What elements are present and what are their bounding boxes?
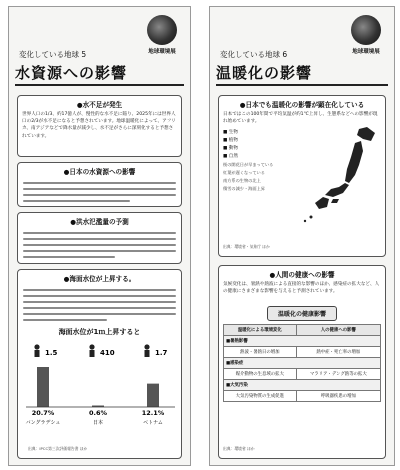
box-title: ●日本の水資源への影響 xyxy=(63,168,136,176)
box-sea-level xyxy=(17,269,182,459)
box-japan-warming xyxy=(218,95,386,257)
box-title: ●水不足が発生 xyxy=(76,101,123,109)
category-label: バングラデシュ xyxy=(25,420,61,426)
table-title-wrap xyxy=(219,301,385,321)
box-title: ●日本でも温暖化の影響が顕在化している xyxy=(239,101,365,109)
percent-label: 12.1% xyxy=(141,409,165,417)
panel-water-resources xyxy=(8,6,191,466)
legend-value: 桜の開花日が早まっている xyxy=(223,162,274,168)
logo-text: 地球環境展 xyxy=(352,49,380,55)
table-title: 温暖化の健康影響 xyxy=(267,306,337,321)
person-icon xyxy=(89,344,94,349)
globe-icon xyxy=(351,15,381,45)
bar xyxy=(37,367,49,407)
table-cell: 熱波・暑熱日の増加 xyxy=(224,347,297,358)
chart-title: 海面水位が1ｍ上昇すると xyxy=(58,328,141,336)
person-icon xyxy=(34,344,39,349)
table-row xyxy=(224,347,381,358)
table-section-row xyxy=(224,358,381,369)
person-icon xyxy=(144,344,149,349)
table-cell: マラリア・デング熱等の拡大 xyxy=(296,369,380,380)
japan-map xyxy=(297,125,385,225)
percent-label: 20.7% xyxy=(31,409,55,417)
table-section: ■大気汚染 xyxy=(224,380,381,391)
person-icon xyxy=(145,350,150,357)
page-title: 温暖化の影響 xyxy=(216,62,388,86)
person-icon xyxy=(90,350,95,357)
table-cell: 媒介動物の生息域の拡大 xyxy=(224,369,297,380)
legend-value: 積雪の減少・海面上昇 xyxy=(223,186,265,192)
body-text xyxy=(18,232,181,258)
box-flood-prediction xyxy=(17,212,182,264)
box-water-shortage xyxy=(17,95,182,157)
legend-item: ■ 動物 xyxy=(223,146,238,152)
box-body: 世界人口の1/3、約17億人が、慢性的な水不足に陥り、2025年には世界人口の2/3が水不足になると予想されています。地球温暖化によって、アフリカ、南アジアなどで降水量が減少し、水不足がさらに深刻化すると予想されています。 xyxy=(22,112,176,139)
series-label: 変化している地球 6 xyxy=(220,50,288,59)
box-title: ●人間の健康への影響 xyxy=(269,271,335,279)
category-label: ベトナム xyxy=(143,420,163,426)
table-row xyxy=(224,369,381,380)
table-section-row xyxy=(224,336,381,347)
category-label: 日本 xyxy=(92,420,104,426)
person-icon xyxy=(35,350,40,357)
series-label: 変化している地球 5 xyxy=(19,50,87,59)
table-cell: 熱中症・死亡率の増加 xyxy=(296,347,380,358)
exhibition-logo xyxy=(138,15,186,61)
box-title: ●洪水氾濫量の予測 xyxy=(70,218,129,226)
box-body: 日本ではこの100年間で平均気温が約1℃上昇し、生態系などへの影響が現れ始めています。 xyxy=(223,112,378,125)
box-japan-water xyxy=(17,162,182,207)
top-value-label: 1.7 xyxy=(155,349,168,357)
table-section: ■感染症 xyxy=(224,358,381,369)
footnote: 出典：環境省・気象庁 ほか xyxy=(223,244,270,249)
table-header: 人の健康への影響 xyxy=(296,325,380,336)
map-section xyxy=(219,125,385,225)
table-section-row xyxy=(224,380,381,391)
legend-item: ■ 生物 xyxy=(223,130,238,136)
body-text xyxy=(18,182,181,202)
box-health-impact xyxy=(218,265,386,459)
box-body: 気候変化は、暑熱や熱波による直接的な影響のほか、感染症の拡大など、人の健康にさまざまな影響を与えると予測されています。 xyxy=(223,282,380,295)
sea-level-chart xyxy=(18,337,182,429)
panel-warming-impact xyxy=(209,6,395,466)
health-table-wrap xyxy=(219,324,385,402)
table-row xyxy=(224,391,381,402)
body-text xyxy=(18,289,181,321)
table-cell: 大気汚染物質の生成促進 xyxy=(224,391,297,402)
health-table xyxy=(223,324,381,402)
legend-value: 南方系の生物の北上 xyxy=(223,178,261,184)
legend-item: ■ 自然 xyxy=(223,154,238,160)
page-title: 水資源への影響 xyxy=(15,62,184,86)
bar xyxy=(147,384,159,407)
footnote: 出典：IPCC第三次評価報告書 ほか xyxy=(28,446,88,451)
table-cell: 呼吸器疾患の増加 xyxy=(296,391,380,402)
logo-text: 地球環境展 xyxy=(148,49,176,55)
exhibition-logo xyxy=(342,15,390,61)
table-header: 温暖化による環境変化 xyxy=(224,325,297,336)
legend-value: 紅葉が遅くなっている xyxy=(223,170,265,176)
legend-item: ■ 植物 xyxy=(223,138,238,144)
footnote: 出典：環境省 ほか xyxy=(223,446,255,451)
legend-list xyxy=(219,125,297,225)
top-value-label: 410 xyxy=(100,349,115,357)
table-header-row xyxy=(224,325,381,336)
top-value-label: 1.5 xyxy=(45,349,58,357)
table-section: ■暑熱影響 xyxy=(224,336,381,347)
globe-icon xyxy=(147,15,177,45)
box-title: ●海面水位が上昇する。 xyxy=(63,275,136,283)
percent-label: 0.6% xyxy=(88,409,108,417)
